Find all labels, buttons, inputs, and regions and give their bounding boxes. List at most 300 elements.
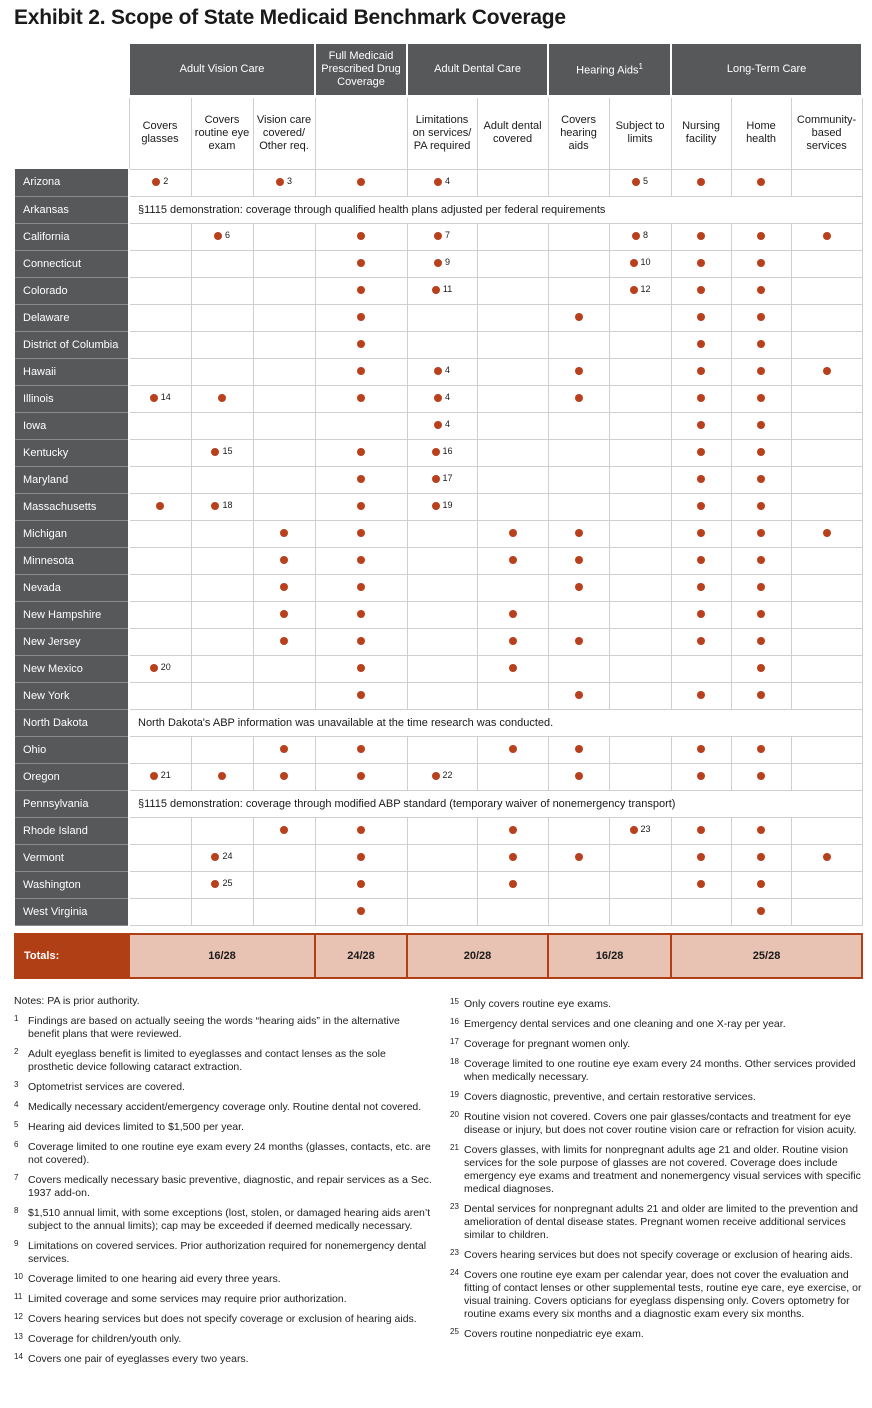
- table-cell: [315, 574, 407, 601]
- state-name: Maryland: [15, 466, 129, 493]
- coverage-dot-icon: [280, 556, 288, 564]
- footnote: [14, 1290, 432, 1306]
- table-row: [15, 358, 862, 385]
- column-header: Nursing facility: [671, 96, 731, 169]
- coverage-dot-icon: [357, 907, 365, 915]
- table-cell: [671, 736, 731, 763]
- footnote: [14, 1118, 432, 1134]
- table-cell: [791, 547, 862, 574]
- coverage-dot-icon: [150, 664, 158, 672]
- table-cell: [791, 169, 862, 196]
- table-cell: [548, 385, 609, 412]
- coverage-dot-icon: [697, 772, 705, 780]
- table-cell: [253, 628, 315, 655]
- coverage-dot-icon: [757, 583, 765, 591]
- table-cell: [791, 304, 862, 331]
- table-cell: [609, 493, 671, 520]
- table-cell: [315, 412, 407, 439]
- table-cell: [477, 358, 548, 385]
- table-cell: [477, 439, 548, 466]
- table-cell: [129, 628, 191, 655]
- coverage-dot-icon: [697, 340, 705, 348]
- footnote-number: 13: [14, 1332, 23, 1341]
- coverage-dot-icon: [280, 529, 288, 537]
- coverage-dot-icon: [757, 475, 765, 483]
- column-header: Vision care covered/ Other req.: [253, 96, 315, 169]
- footnote-marker: 14: [160, 391, 171, 402]
- table-cell: [315, 844, 407, 871]
- group-header-label: Hearing Aids: [576, 65, 639, 78]
- footnote-number: 1: [14, 1014, 19, 1023]
- table-cell: [791, 520, 862, 547]
- table-cell: [407, 466, 477, 493]
- row-note: North Dakota's ABP information was unavailable at the time research was conducted.: [129, 709, 862, 736]
- coverage-dot-icon: [697, 394, 705, 402]
- table-row: [15, 331, 862, 358]
- coverage-dot-icon: [697, 826, 705, 834]
- coverage-dot-icon: [357, 502, 365, 510]
- table-cell: [315, 682, 407, 709]
- coverage-dot-icon: [152, 178, 160, 186]
- table-cell: [731, 628, 791, 655]
- footnote-marker: 18: [222, 499, 233, 510]
- table-cell: [129, 385, 191, 412]
- table-cell: [731, 250, 791, 277]
- table-cell: [253, 871, 315, 898]
- table-cell: [609, 655, 671, 682]
- table-cell: [129, 898, 191, 925]
- coverage-dot-icon: [218, 394, 226, 402]
- footnote-text: $1,510 annual limit, with some exceptions (lost, stolen, or damaged hearing aids aren’t subject to the annual limits); cap may be exceeded if deemed medically necessary.: [28, 1207, 431, 1232]
- table-cell: [129, 412, 191, 439]
- table-cell: [791, 574, 862, 601]
- table-cell: [609, 304, 671, 331]
- table-cell: [407, 223, 477, 250]
- column-header: Limitations on services/ PA required: [407, 96, 477, 169]
- table-row: [15, 466, 862, 493]
- table-cell: [609, 547, 671, 574]
- coverage-dot-icon: [630, 826, 638, 834]
- coverage-dot-icon: [697, 421, 705, 429]
- table-cell: [191, 520, 253, 547]
- table-cell: [731, 547, 791, 574]
- state-name: Illinois: [15, 385, 129, 412]
- table-cell: [791, 871, 862, 898]
- table-cell: [548, 250, 609, 277]
- table-cell: [671, 628, 731, 655]
- state-name: Vermont: [15, 844, 129, 871]
- footnote-marker: 21: [160, 769, 171, 780]
- table-cell: [191, 169, 253, 196]
- footnote: [14, 1204, 432, 1233]
- coverage-dot-icon: [697, 745, 705, 753]
- table-cell: [129, 493, 191, 520]
- table-row: [15, 547, 862, 574]
- coverage-dot-icon: [757, 880, 765, 888]
- coverage-dot-icon: [697, 259, 705, 267]
- footnote: [450, 1088, 864, 1104]
- table-cell: [315, 466, 407, 493]
- table-cell: [477, 169, 548, 196]
- coverage-dot-icon: [357, 853, 365, 861]
- row-note: §1115 demonstration: coverage through modified ABP standard (temporary waiver of nonemergency transport): [129, 790, 862, 817]
- table-cell: [407, 817, 477, 844]
- table-cell: [407, 520, 477, 547]
- coverage-dot-icon: [757, 502, 765, 510]
- table-cell: [315, 520, 407, 547]
- table-cell: [315, 358, 407, 385]
- table-cell: [671, 169, 731, 196]
- footnote: [14, 1138, 432, 1167]
- table-cell: [548, 358, 609, 385]
- footnote-text: Covers one routine eye exam per calendar year, does not cover the evaluation and fitting of contact lenses or other supplemental tests, routine eye care, eye exercise, or visual training. Covers opticians for eyeglass dispensing only. Covers optometry for routine exams every six months and a diagnostic exam every six months.: [464, 1269, 862, 1320]
- table-cell: [477, 655, 548, 682]
- column-header: Covers hearing aids: [548, 96, 609, 169]
- footnote-text: Adult eyeglass benefit is limited to eyeglasses and contact lenses as the sole prosthetic device following cataract extraction.: [28, 1048, 386, 1073]
- coverage-dot-icon: [575, 583, 583, 591]
- table-row: [15, 817, 862, 844]
- footnote-marker: 15: [222, 445, 233, 456]
- table-cell: [315, 817, 407, 844]
- table-cell: [477, 250, 548, 277]
- footnote-number: 16: [450, 1017, 459, 1026]
- coverage-dot-icon: [757, 745, 765, 753]
- table-cell: [791, 358, 862, 385]
- table-cell: [253, 655, 315, 682]
- table-row: [15, 898, 862, 925]
- table-cell: [191, 466, 253, 493]
- table-cell: [671, 655, 731, 682]
- table-cell: [407, 898, 477, 925]
- table-cell: [191, 898, 253, 925]
- table-cell: [477, 898, 548, 925]
- table-cell: [129, 250, 191, 277]
- table-cell: [253, 898, 315, 925]
- table-cell: [129, 682, 191, 709]
- corner-blank: [15, 96, 129, 169]
- footnote-text: Dental services for nonpregnant adults 21 and older are limited to the prevention and amelioration of dental disease states. Pregnant women receive additional services similar to children.: [464, 1203, 858, 1241]
- coverage-dot-icon: [757, 394, 765, 402]
- table-cell: [671, 223, 731, 250]
- state-name: Iowa: [15, 412, 129, 439]
- coverage-dot-icon: [697, 313, 705, 321]
- table-cell: [407, 358, 477, 385]
- group-header-row: [15, 44, 862, 96]
- footnote: [450, 1108, 864, 1137]
- table-cell: [791, 628, 862, 655]
- table-cell: [407, 547, 477, 574]
- table-row: [15, 412, 862, 439]
- total-value: 20/28: [407, 934, 548, 978]
- coverage-dot-icon: [757, 529, 765, 537]
- footnote-text: Coverage limited to one hearing aid every three years.: [28, 1273, 281, 1285]
- footnote: [450, 1141, 864, 1196]
- footnote-text: Covers diagnostic, preventive, and certain restorative services.: [464, 1091, 756, 1103]
- table-cell: [315, 736, 407, 763]
- table-cell: [548, 412, 609, 439]
- table-cell: [548, 331, 609, 358]
- footnote-text: Covers one pair of eyeglasses every two years.: [28, 1353, 249, 1365]
- state-name: New York: [15, 682, 129, 709]
- table-row: [15, 574, 862, 601]
- table-cell: [407, 763, 477, 790]
- footnote: [14, 1171, 432, 1200]
- table-cell: [477, 331, 548, 358]
- table-cell: [315, 385, 407, 412]
- table-cell: [609, 520, 671, 547]
- coverage-dot-icon: [757, 286, 765, 294]
- coverage-dot-icon: [432, 448, 440, 456]
- coverage-dot-icon: [280, 610, 288, 618]
- footnote-text: Covers medically necessary basic preventive, diagnostic, and repair services as a Sec. 1937 add-on.: [28, 1174, 432, 1199]
- footnote: [14, 1270, 432, 1286]
- coverage-dot-icon: [575, 556, 583, 564]
- table-cell: [731, 358, 791, 385]
- footnote-number: 17: [450, 1037, 459, 1046]
- table-cell: [315, 547, 407, 574]
- table-cell: [731, 169, 791, 196]
- coverage-dot-icon: [150, 772, 158, 780]
- coverage-dot-icon: [757, 772, 765, 780]
- footnote-number: 3: [14, 1080, 19, 1089]
- group-header: [129, 44, 315, 96]
- table-cell: [191, 385, 253, 412]
- coverage-dot-icon: [357, 772, 365, 780]
- table-row: [15, 250, 862, 277]
- coverage-dot-icon: [509, 610, 517, 618]
- table-cell: [731, 817, 791, 844]
- footnotes-left: [14, 995, 432, 1370]
- footnote: [450, 1266, 864, 1321]
- table-cell: [609, 412, 671, 439]
- table-cell: [731, 223, 791, 250]
- table-cell: [671, 493, 731, 520]
- state-name: Oregon: [15, 763, 129, 790]
- state-name: California: [15, 223, 129, 250]
- table-row: [15, 601, 862, 628]
- coverage-dot-icon: [697, 529, 705, 537]
- table-cell: [548, 574, 609, 601]
- footnote-text: Covers hearing services but does not specify coverage or exclusion of hearing aids.: [464, 1249, 853, 1261]
- table-cell: [731, 331, 791, 358]
- coverage-dot-icon: [357, 178, 365, 186]
- footnote-number: 19: [450, 1090, 459, 1099]
- footnote: [14, 1078, 432, 1094]
- table-cell: [731, 493, 791, 520]
- table-cell: [548, 169, 609, 196]
- table-cell: [315, 169, 407, 196]
- group-header: [548, 44, 671, 96]
- group-header-label: Long-Term Care: [726, 62, 807, 75]
- row-note: §1115 demonstration: coverage through qualified health plans adjusted per federal requirements: [129, 196, 862, 223]
- table-cell: [315, 493, 407, 520]
- coverage-dot-icon: [757, 637, 765, 645]
- table-cell: [477, 817, 548, 844]
- coverage-dot-icon: [632, 232, 640, 240]
- table-cell: [609, 628, 671, 655]
- coverage-dot-icon: [357, 745, 365, 753]
- table-cell: [548, 655, 609, 682]
- table-cell: [731, 655, 791, 682]
- table-cell: [253, 736, 315, 763]
- table-cell: [609, 763, 671, 790]
- footnote-text: Medically necessary accident/emergency coverage only. Routine dental not covered.: [28, 1101, 422, 1113]
- table-cell: [609, 385, 671, 412]
- footnote-marker: 12: [640, 283, 651, 294]
- table-cell: [791, 844, 862, 871]
- table-cell: [253, 358, 315, 385]
- coverage-dot-icon: [276, 178, 284, 186]
- footnote-text: Coverage for pregnant women only.: [464, 1038, 631, 1050]
- table-cell: [253, 223, 315, 250]
- footnote-number: 5: [14, 1120, 19, 1129]
- table-cell: [315, 223, 407, 250]
- table-cell: [791, 412, 862, 439]
- coverage-dot-icon: [357, 259, 365, 267]
- totals-label: Totals:: [15, 934, 129, 978]
- table-cell: [609, 277, 671, 304]
- table-cell: [671, 547, 731, 574]
- coverage-dot-icon: [357, 394, 365, 402]
- table-cell: [477, 682, 548, 709]
- coverage-dot-icon: [432, 502, 440, 510]
- table-cell: [191, 439, 253, 466]
- coverage-dot-icon: [434, 259, 442, 267]
- page-title: Exhibit 2. Scope of State Medicaid Benchmark Coverage: [14, 6, 566, 29]
- table-cell: [609, 439, 671, 466]
- footnotes-right: [450, 995, 864, 1345]
- footnote: [14, 1012, 432, 1041]
- coverage-dot-icon: [357, 637, 365, 645]
- coverage-dot-icon: [509, 880, 517, 888]
- coverage-dot-icon: [357, 448, 365, 456]
- coverage-dot-icon: [156, 502, 164, 510]
- footnote: [450, 1325, 864, 1341]
- footnote: [14, 995, 432, 1008]
- table-cell: [477, 601, 548, 628]
- footnote: [14, 1310, 432, 1326]
- table-cell: [407, 385, 477, 412]
- state-name: West Virginia: [15, 898, 129, 925]
- table-cell: [671, 331, 731, 358]
- table-cell: [191, 574, 253, 601]
- table-cell: [191, 250, 253, 277]
- column-header: Community-based services: [791, 96, 862, 169]
- table-row: [15, 439, 862, 466]
- table-cell: [191, 628, 253, 655]
- coverage-dot-icon: [823, 367, 831, 375]
- state-name: Delaware: [15, 304, 129, 331]
- coverage-dot-icon: [575, 313, 583, 321]
- coverage-dot-icon: [575, 772, 583, 780]
- table-row: [15, 520, 862, 547]
- corner-blank: [15, 44, 129, 96]
- footnote-text: Limited coverage and some services may require prior authorization.: [28, 1293, 347, 1305]
- coverage-dot-icon: [280, 583, 288, 591]
- table-cell: [129, 817, 191, 844]
- table-row: [15, 223, 862, 250]
- state-name: Nevada: [15, 574, 129, 601]
- footnote-text: Optometrist services are covered.: [28, 1081, 185, 1093]
- table-cell: [548, 628, 609, 655]
- coverage-dot-icon: [357, 880, 365, 888]
- table-cell: [191, 844, 253, 871]
- table-cell: [407, 169, 477, 196]
- state-name: Ohio: [15, 736, 129, 763]
- coverage-dot-icon: [357, 232, 365, 240]
- footnote: [14, 1045, 432, 1074]
- coverage-dot-icon: [357, 610, 365, 618]
- footnote-marker: 2: [163, 175, 169, 186]
- coverage-dot-icon: [575, 529, 583, 537]
- footnote-marker: 16: [442, 445, 453, 456]
- footnote: [450, 995, 864, 1011]
- table-cell: [129, 520, 191, 547]
- footnote-marker: 19: [442, 499, 453, 510]
- total-value: 16/28: [548, 934, 671, 978]
- footnote-number: 4: [14, 1100, 19, 1109]
- table-cell: [731, 601, 791, 628]
- table-cell: [315, 277, 407, 304]
- table-cell: [477, 466, 548, 493]
- footnote-marker: 1: [638, 62, 643, 72]
- table-cell: [253, 277, 315, 304]
- table-cell: [253, 466, 315, 493]
- footnote-number: 18: [450, 1057, 459, 1066]
- group-header: [315, 44, 407, 96]
- state-name: Hawaii: [15, 358, 129, 385]
- coverage-dot-icon: [357, 367, 365, 375]
- coverage-dot-icon: [357, 556, 365, 564]
- coverage-dot-icon: [434, 421, 442, 429]
- table-cell: [609, 601, 671, 628]
- table-cell: [191, 304, 253, 331]
- footnote-marker: 5: [643, 175, 649, 186]
- table-cell: [791, 223, 862, 250]
- table-cell: [731, 304, 791, 331]
- table-row: [15, 682, 862, 709]
- table-cell: [477, 628, 548, 655]
- table-cell: [191, 682, 253, 709]
- coverage-dot-icon: [357, 826, 365, 834]
- coverage-dot-icon: [509, 556, 517, 564]
- coverage-dot-icon: [697, 583, 705, 591]
- table-cell: [129, 466, 191, 493]
- table-cell: [253, 439, 315, 466]
- table-cell: [609, 736, 671, 763]
- footnote-marker: 6: [224, 229, 230, 240]
- table-cell: [548, 736, 609, 763]
- table-cell: [315, 601, 407, 628]
- table-cell: [315, 250, 407, 277]
- coverage-dot-icon: [757, 556, 765, 564]
- table-cell: [407, 331, 477, 358]
- footnote-marker: 4: [445, 364, 451, 375]
- table-cell: [791, 763, 862, 790]
- coverage-dot-icon: [509, 745, 517, 753]
- coverage-dot-icon: [757, 178, 765, 186]
- table-cell: [191, 412, 253, 439]
- footnote-marker: 20: [160, 661, 171, 672]
- footnote-text: Coverage for children/youth only.: [28, 1333, 182, 1345]
- table-cell: [407, 682, 477, 709]
- coverage-dot-icon: [357, 475, 365, 483]
- table-cell: [129, 331, 191, 358]
- coverage-dot-icon: [357, 340, 365, 348]
- footnote-text: Covers hearing services but does not specify coverage or exclusion of hearing aids.: [28, 1313, 417, 1325]
- table-cell: [253, 844, 315, 871]
- table-row: [15, 304, 862, 331]
